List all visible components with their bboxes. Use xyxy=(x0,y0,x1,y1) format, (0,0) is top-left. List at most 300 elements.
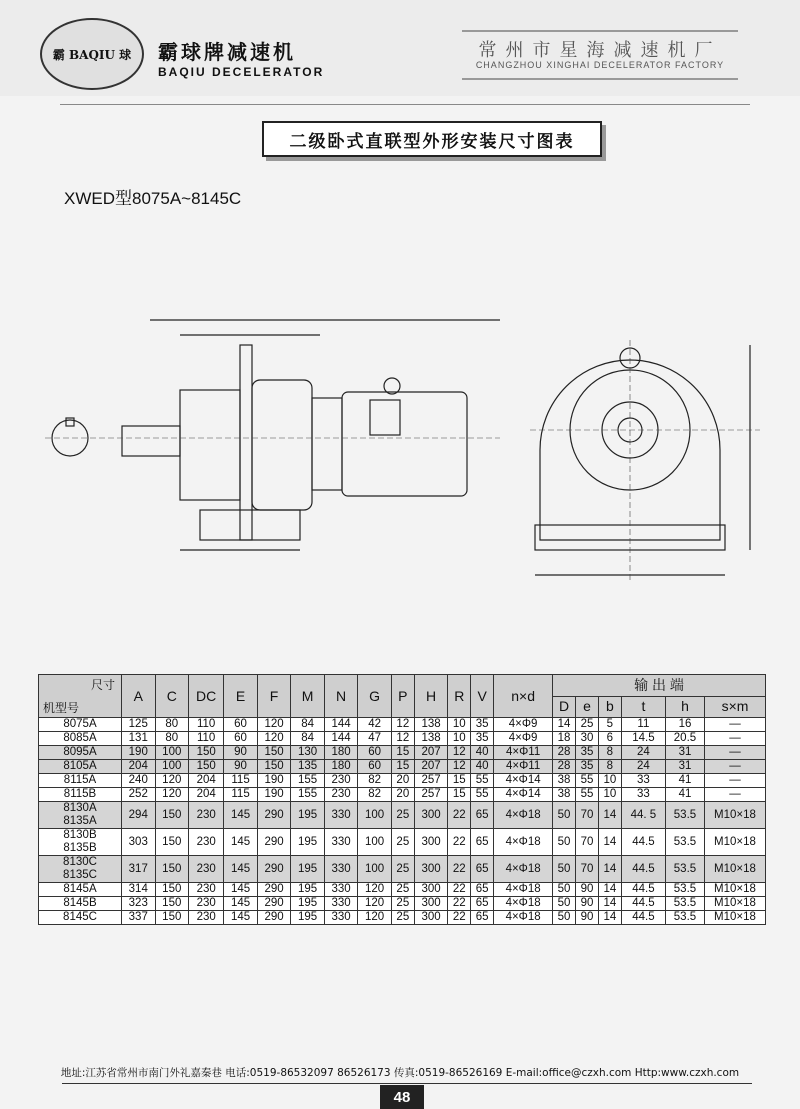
table-cell: 144 xyxy=(324,718,358,732)
table-cell: 120 xyxy=(257,718,291,732)
table-cell: 14 xyxy=(598,829,621,856)
table-cell: 4×Φ11 xyxy=(494,746,553,760)
table-cell: 82 xyxy=(358,774,392,788)
table-cell: 330 xyxy=(324,911,358,925)
table-cell: 150 xyxy=(257,746,291,760)
column-header: P xyxy=(391,675,414,718)
footer-divider xyxy=(62,1083,752,1084)
table-header-row xyxy=(39,675,766,697)
table-cell: 150 xyxy=(257,760,291,774)
table-cell: 204 xyxy=(189,788,224,802)
table-cell: 28 xyxy=(553,746,576,760)
table-cell: 150 xyxy=(155,897,189,911)
table-cell: 90 xyxy=(576,897,599,911)
table-cell: 252 xyxy=(122,788,156,802)
table-cell: 22 xyxy=(448,883,471,897)
table-cell: 10 xyxy=(598,774,621,788)
motor-body xyxy=(342,392,467,496)
table-cell: 330 xyxy=(324,856,358,883)
table-cell: 25 xyxy=(391,802,414,829)
table-cell: 20 xyxy=(391,774,414,788)
table-cell: 120 xyxy=(358,897,392,911)
table-row xyxy=(39,911,766,925)
table-cell: 65 xyxy=(471,897,494,911)
table-cell: 190 xyxy=(257,774,291,788)
table-cell: 25 xyxy=(391,829,414,856)
table-cell: 22 xyxy=(448,802,471,829)
table-cell: 204 xyxy=(189,774,224,788)
column-header: M xyxy=(291,675,325,718)
table-cell: 290 xyxy=(257,883,291,897)
output-column-header: b xyxy=(598,696,621,718)
table-cell: 300 xyxy=(414,911,448,925)
table-cell: 22 xyxy=(448,911,471,925)
table-cell: 8 xyxy=(598,746,621,760)
table-row xyxy=(39,788,766,802)
column-header: H xyxy=(414,675,448,718)
model-number: 8130C xyxy=(63,856,97,868)
table-cell: 15 xyxy=(448,774,471,788)
table-row xyxy=(39,732,766,746)
model-cell xyxy=(39,829,122,856)
table-cell: 60 xyxy=(358,746,392,760)
table-cell: 230 xyxy=(189,856,224,883)
table-cell: 28 xyxy=(553,760,576,774)
table-cell: 135 xyxy=(291,760,325,774)
table-cell: 31 xyxy=(665,746,704,760)
base-foot xyxy=(200,510,300,540)
table-cell: 180 xyxy=(324,760,358,774)
column-header: A xyxy=(122,675,156,718)
table-cell: 150 xyxy=(155,829,189,856)
table-cell: 80 xyxy=(155,732,189,746)
table-cell: 70 xyxy=(576,856,599,883)
table-row xyxy=(39,774,766,788)
table-cell: 90 xyxy=(224,746,258,760)
table-cell: M10×18 xyxy=(705,897,766,911)
table-cell: 190 xyxy=(122,746,156,760)
column-header: V xyxy=(471,675,494,718)
table-cell: 35 xyxy=(471,732,494,746)
column-header: G xyxy=(358,675,392,718)
output-column-header: D xyxy=(553,696,576,718)
table-cell: — xyxy=(705,746,766,760)
table-cell: 180 xyxy=(324,746,358,760)
output-shaft xyxy=(122,426,180,456)
output-column-header: t xyxy=(621,696,665,718)
table-cell: 290 xyxy=(257,897,291,911)
table-cell: 145 xyxy=(224,883,258,897)
table-cell: 25 xyxy=(391,856,414,883)
table-cell: M10×18 xyxy=(705,883,766,897)
table-cell: 330 xyxy=(324,802,358,829)
table-cell: 120 xyxy=(358,883,392,897)
table-cell: — xyxy=(705,732,766,746)
table-cell: 22 xyxy=(448,856,471,883)
table-cell: 120 xyxy=(155,788,189,802)
table-cell: 115 xyxy=(224,788,258,802)
reducer-stage-2 xyxy=(312,398,342,490)
table-cell: 44.5 xyxy=(621,883,665,897)
table-cell: 65 xyxy=(471,911,494,925)
table-cell: 10 xyxy=(598,788,621,802)
table-cell: 15 xyxy=(391,746,414,760)
table-cell: 25 xyxy=(391,911,414,925)
model-cell xyxy=(39,774,122,788)
table-cell: 195 xyxy=(291,911,325,925)
terminal-box xyxy=(370,400,400,435)
model-cell xyxy=(39,760,122,774)
table-cell: 230 xyxy=(324,774,358,788)
table-cell: 4×Φ14 xyxy=(494,788,553,802)
model-cell xyxy=(39,802,122,829)
factory-banner xyxy=(462,30,738,80)
table-cell: 290 xyxy=(257,856,291,883)
table-cell: 53.5 xyxy=(665,911,704,925)
table-cell: 303 xyxy=(122,829,156,856)
table-cell: 144 xyxy=(324,732,358,746)
table-row xyxy=(39,897,766,911)
table-cell: 82 xyxy=(358,788,392,802)
table-cell: 110 xyxy=(189,718,224,732)
output-group-header: 输 出 端 xyxy=(553,675,766,697)
table-cell: 230 xyxy=(189,883,224,897)
corner-bottom-label: 机型号 xyxy=(43,701,80,715)
table-cell: 35 xyxy=(576,746,599,760)
output-column-header: s×m xyxy=(705,696,766,718)
page-title: 二级卧式直联型外形安装尺寸图表 xyxy=(262,121,602,157)
table-cell: 44.5 xyxy=(621,856,665,883)
table-row xyxy=(39,856,766,883)
table-cell: — xyxy=(705,774,766,788)
table-cell: 120 xyxy=(155,774,189,788)
table-cell: 90 xyxy=(576,911,599,925)
table-cell: 100 xyxy=(358,829,392,856)
table-cell: 70 xyxy=(576,802,599,829)
table-cell: 4×Φ18 xyxy=(494,802,553,829)
table-cell: 18 xyxy=(553,732,576,746)
table-cell: 150 xyxy=(155,883,189,897)
table-cell: 150 xyxy=(155,911,189,925)
table-cell: 8 xyxy=(598,760,621,774)
table-cell: 120 xyxy=(257,732,291,746)
table-cell: 44.5 xyxy=(621,911,665,925)
table-cell: 65 xyxy=(471,856,494,883)
table-cell: 41 xyxy=(665,774,704,788)
table-cell: 230 xyxy=(324,788,358,802)
table-row xyxy=(39,760,766,774)
flange-plate xyxy=(240,345,252,540)
factory-name-en: CHANGZHOU XINGHAI DECELERATOR FACTORY xyxy=(475,60,725,70)
table-cell: 25 xyxy=(391,883,414,897)
table-cell: 145 xyxy=(224,829,258,856)
column-header: C xyxy=(155,675,189,718)
table-cell: 12 xyxy=(448,746,471,760)
table-cell: 53.5 xyxy=(665,883,704,897)
table-cell: 300 xyxy=(414,802,448,829)
model-cell xyxy=(39,911,122,925)
table-cell: 12 xyxy=(391,732,414,746)
table-cell: 115 xyxy=(224,774,258,788)
column-header: F xyxy=(257,675,291,718)
table-cell: 257 xyxy=(414,788,448,802)
model-number: 8115A xyxy=(63,774,97,786)
page-number: 48 xyxy=(380,1085,424,1109)
table-cell: 65 xyxy=(471,829,494,856)
table-cell: 50 xyxy=(553,911,576,925)
table-cell: 50 xyxy=(553,802,576,829)
model-number: 8075A xyxy=(63,718,97,730)
model-number: 8130B xyxy=(63,829,97,841)
table-cell: 84 xyxy=(291,718,325,732)
corner-header xyxy=(39,675,122,718)
table-cell: 31 xyxy=(665,760,704,774)
model-number: 8135A xyxy=(63,815,97,827)
dimension-drawing xyxy=(30,300,770,600)
model-number: 8145A xyxy=(63,883,97,895)
output-column-header: e xyxy=(576,696,599,718)
table-cell: 290 xyxy=(257,802,291,829)
table-cell: 150 xyxy=(189,746,224,760)
table-cell: M10×18 xyxy=(705,802,766,829)
table-row xyxy=(39,829,766,856)
model-range: XWED型8075A~8145C xyxy=(64,189,242,208)
table-row xyxy=(39,746,766,760)
reducer-stage-1 xyxy=(252,380,312,510)
table-cell: 90 xyxy=(224,760,258,774)
table-cell: 230 xyxy=(189,897,224,911)
table-cell: 38 xyxy=(553,788,576,802)
brand-name-en: BAQIU DECELERATOR xyxy=(158,65,325,79)
table-cell: 4×Φ14 xyxy=(494,774,553,788)
model-number: 8135C xyxy=(63,869,97,881)
table-row xyxy=(39,718,766,732)
table-cell: 55 xyxy=(576,774,599,788)
table-cell: M10×18 xyxy=(705,911,766,925)
table-cell: 294 xyxy=(122,802,156,829)
model-cell xyxy=(39,883,122,897)
table-cell: 53.5 xyxy=(665,802,704,829)
model-cell xyxy=(39,856,122,883)
table-cell: 24 xyxy=(621,746,665,760)
model-number: 8105A xyxy=(63,760,97,772)
shaft-key xyxy=(66,418,74,426)
table-cell: 145 xyxy=(224,911,258,925)
table-cell: 6 xyxy=(598,732,621,746)
brand-name-cn: 霸球牌减速机 xyxy=(158,40,296,64)
table-row xyxy=(39,883,766,897)
table-cell: 53.5 xyxy=(665,829,704,856)
table-cell: 330 xyxy=(324,829,358,856)
table-cell: 131 xyxy=(122,732,156,746)
table-cell: 60 xyxy=(224,718,258,732)
table-cell: 50 xyxy=(553,897,576,911)
model-number: 8095A xyxy=(63,746,97,758)
table-cell: 337 xyxy=(122,911,156,925)
table-cell: 12 xyxy=(448,760,471,774)
table-cell: 4×Φ18 xyxy=(494,897,553,911)
table-cell: 4×Φ18 xyxy=(494,856,553,883)
table-cell: 138 xyxy=(414,718,448,732)
table-cell: — xyxy=(705,718,766,732)
model-number: 8145B xyxy=(63,897,97,909)
output-column-header: h xyxy=(665,696,704,718)
table-cell: 65 xyxy=(471,802,494,829)
table-cell: 5 xyxy=(598,718,621,732)
table-cell: 40 xyxy=(471,746,494,760)
table-cell: 15 xyxy=(391,760,414,774)
table-cell: 44.5 xyxy=(621,829,665,856)
brand-logo: 霸 BAQIU 球 xyxy=(40,18,144,90)
table-cell: 323 xyxy=(122,897,156,911)
table-cell: 41 xyxy=(665,788,704,802)
table-cell: 16 xyxy=(665,718,704,732)
model-cell xyxy=(39,718,122,732)
table-cell: 14 xyxy=(553,718,576,732)
table-cell: 100 xyxy=(358,856,392,883)
table-cell: 10 xyxy=(448,718,471,732)
table-cell: 195 xyxy=(291,856,325,883)
flange-body xyxy=(180,390,240,500)
table-cell: 290 xyxy=(257,829,291,856)
table-cell: 195 xyxy=(291,802,325,829)
table-cell: 55 xyxy=(576,788,599,802)
table-cell: 70 xyxy=(576,829,599,856)
table-cell: 155 xyxy=(291,774,325,788)
table-cell: 300 xyxy=(414,856,448,883)
table-cell: 44. 5 xyxy=(621,802,665,829)
table-cell: 14 xyxy=(598,911,621,925)
table-cell: 60 xyxy=(224,732,258,746)
table-cell: 14 xyxy=(598,856,621,883)
table-cell: 20 xyxy=(391,788,414,802)
model-number: 8145C xyxy=(63,911,97,923)
reducer-outline-svg xyxy=(30,300,770,600)
table-cell: 4×Φ18 xyxy=(494,829,553,856)
table-cell: 300 xyxy=(414,883,448,897)
header-band xyxy=(0,0,800,96)
table-cell: 195 xyxy=(291,829,325,856)
table-cell: 314 xyxy=(122,883,156,897)
table-cell: 120 xyxy=(358,911,392,925)
table-cell: 53.5 xyxy=(665,856,704,883)
table-cell: 33 xyxy=(621,788,665,802)
table-cell: 35 xyxy=(576,760,599,774)
table-cell: 14 xyxy=(598,802,621,829)
model-cell xyxy=(39,788,122,802)
table-cell: 25 xyxy=(391,897,414,911)
table-cell: 30 xyxy=(576,732,599,746)
table-cell: 300 xyxy=(414,897,448,911)
dimension-table xyxy=(38,674,766,925)
table-cell: 100 xyxy=(155,760,189,774)
table-cell: 4×Φ9 xyxy=(494,718,553,732)
table-cell: 4×Φ9 xyxy=(494,732,553,746)
table-cell: 145 xyxy=(224,856,258,883)
table-cell: M10×18 xyxy=(705,829,766,856)
table-cell: 55 xyxy=(471,774,494,788)
model-number: 8085A xyxy=(63,732,97,744)
table-cell: 42 xyxy=(358,718,392,732)
table-cell: 53.5 xyxy=(665,897,704,911)
table-cell: 38 xyxy=(553,774,576,788)
table-cell: 150 xyxy=(155,856,189,883)
table-cell: 90 xyxy=(576,883,599,897)
table-cell: 195 xyxy=(291,897,325,911)
column-header: DC xyxy=(189,675,224,718)
table-cell: 138 xyxy=(414,732,448,746)
table-cell: 84 xyxy=(291,732,325,746)
table-cell: 110 xyxy=(189,732,224,746)
table-cell: 330 xyxy=(324,897,358,911)
table-body xyxy=(39,718,766,925)
table-cell: 207 xyxy=(414,760,448,774)
column-header: n×d xyxy=(494,675,553,718)
column-header: E xyxy=(224,675,258,718)
table-cell: 12 xyxy=(391,718,414,732)
table-cell: 65 xyxy=(471,883,494,897)
model-cell xyxy=(39,897,122,911)
table-cell: 230 xyxy=(189,802,224,829)
corner-top-label: 尺寸 xyxy=(90,678,115,692)
table-cell: 22 xyxy=(448,897,471,911)
table-cell: 33 xyxy=(621,774,665,788)
table-cell: 204 xyxy=(122,760,156,774)
table-cell: — xyxy=(705,760,766,774)
table-cell: 4×Φ18 xyxy=(494,883,553,897)
table-cell: 47 xyxy=(358,732,392,746)
table-cell: 20.5 xyxy=(665,732,704,746)
factory-name-cn: 常州市星海减速机厂 xyxy=(478,40,722,61)
column-header: R xyxy=(448,675,471,718)
table-row xyxy=(39,802,766,829)
table-cell: 50 xyxy=(553,829,576,856)
table-cell: 195 xyxy=(291,883,325,897)
table-cell: 240 xyxy=(122,774,156,788)
table-cell: 40 xyxy=(471,760,494,774)
table-cell: 317 xyxy=(122,856,156,883)
table-cell: 44.5 xyxy=(621,897,665,911)
table-cell: 145 xyxy=(224,897,258,911)
model-number: 8130A xyxy=(63,802,97,814)
model-number: 8135B xyxy=(63,842,97,854)
table-cell: 25 xyxy=(576,718,599,732)
model-number: 8115B xyxy=(63,788,97,800)
header-divider xyxy=(60,104,750,105)
table-cell: 190 xyxy=(257,788,291,802)
model-cell xyxy=(39,732,122,746)
table-cell: 80 xyxy=(155,718,189,732)
table-cell: 290 xyxy=(257,911,291,925)
table-cell: 4×Φ11 xyxy=(494,760,553,774)
table-cell: 14.5 xyxy=(621,732,665,746)
table-cell: 230 xyxy=(189,829,224,856)
table-cell: 150 xyxy=(155,802,189,829)
model-cell xyxy=(39,746,122,760)
table-cell: 207 xyxy=(414,746,448,760)
table-cell: 55 xyxy=(471,788,494,802)
footer-contact: 地址:江苏省常州市南门外礼嘉秦巷 电话:0519-86532097 86526173 传真:0519-86526169 E-mail:office@czxh.com Http:www.czxh.com xyxy=(60,1067,740,1079)
table-cell: 130 xyxy=(291,746,325,760)
table-cell: 4×Φ18 xyxy=(494,911,553,925)
table-cell: 257 xyxy=(414,774,448,788)
table-cell: 230 xyxy=(189,911,224,925)
table-cell: 60 xyxy=(358,760,392,774)
table-cell: 150 xyxy=(189,760,224,774)
table-cell: 24 xyxy=(621,760,665,774)
table-cell: 155 xyxy=(291,788,325,802)
column-header: N xyxy=(324,675,358,718)
